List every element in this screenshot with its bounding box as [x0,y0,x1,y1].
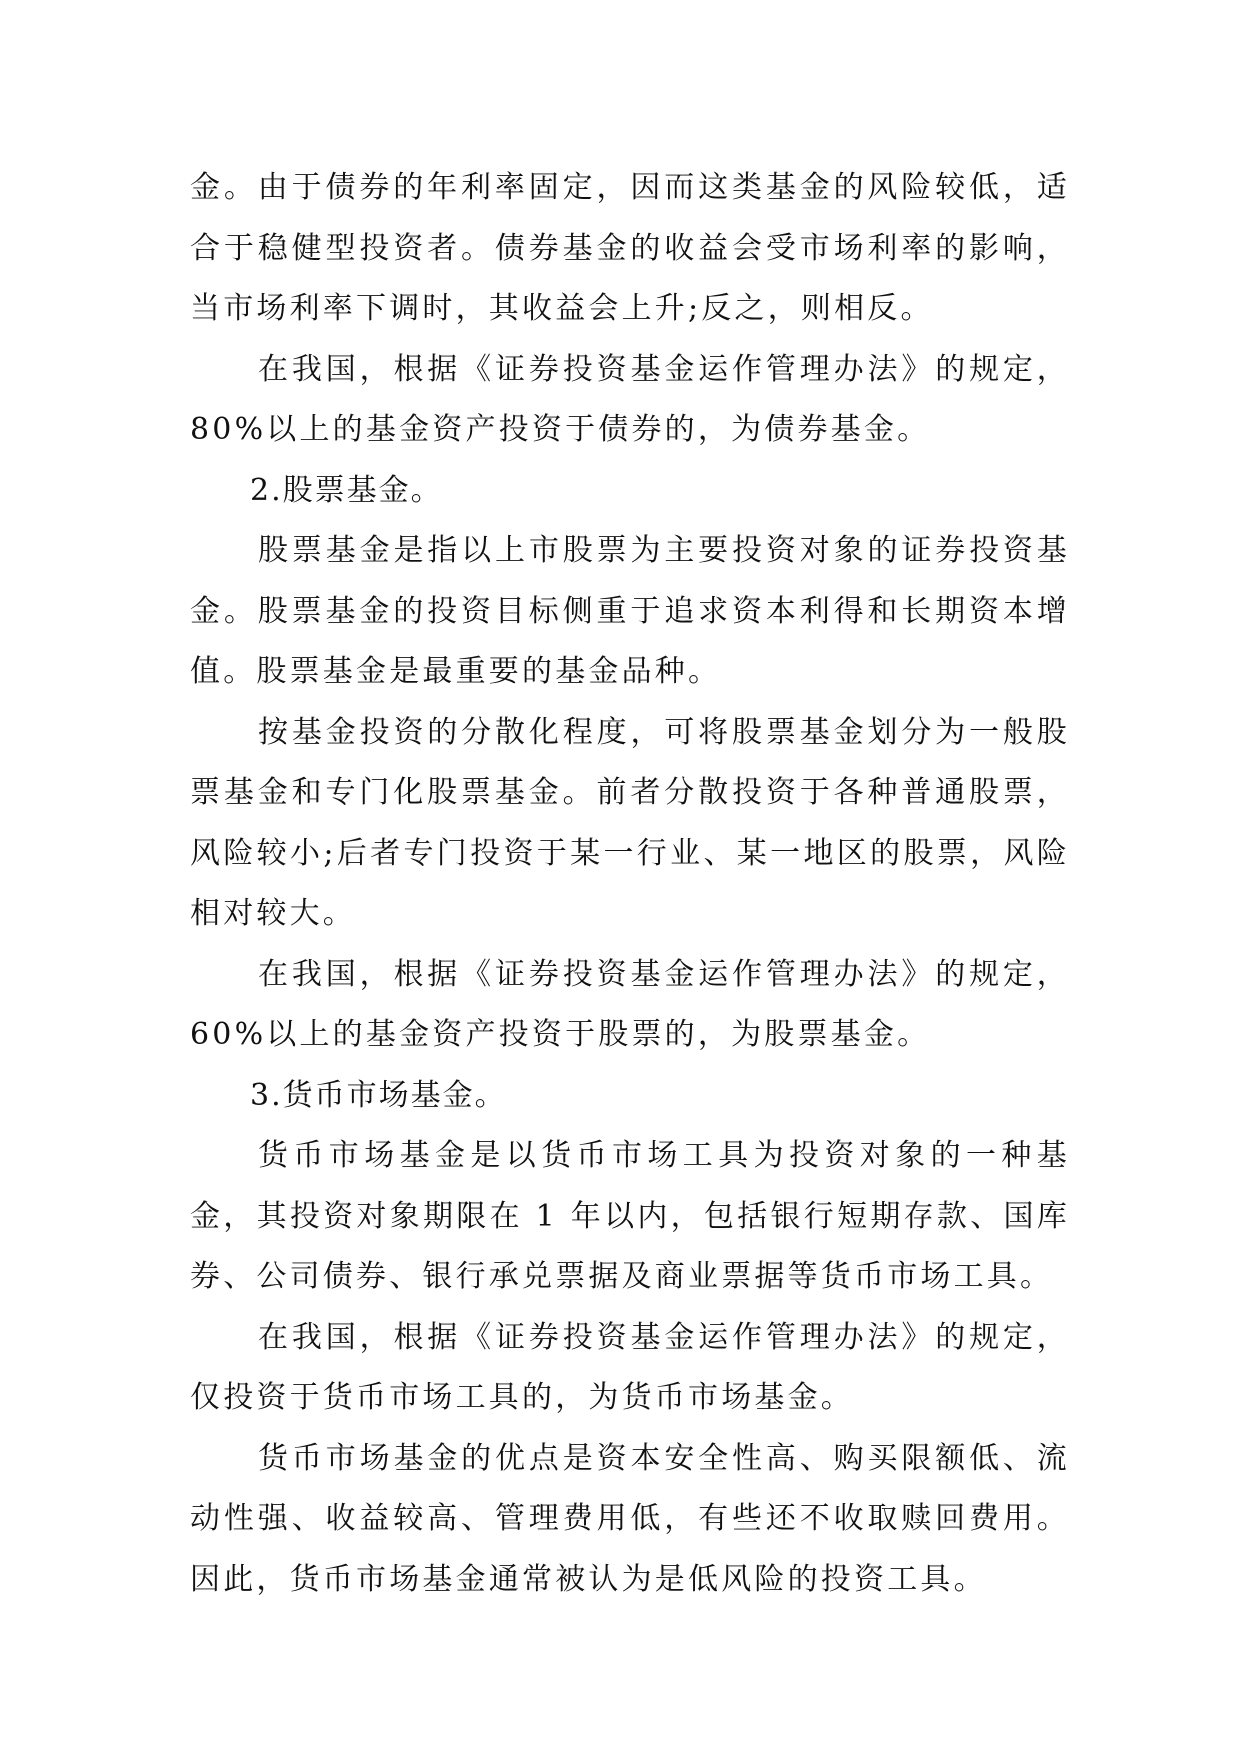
heading-stock-fund: 2.股票基金。 [250,472,443,508]
paragraph-money-market-regulation: 在我国，根据《证券投资基金运作管理办法》的规定，仅投资于货币市场工具的，为货币市场基金。 [190,1319,1070,1415]
heading-money-market-fund: 3.货币市场基金。 [250,1077,507,1113]
paragraph-money-market-advantages: 货币市场基金的优点是资本安全性高、购买限额低、流动性强、收益较高、管理费用低，有些还不收取赎回费用。因此，货币市场基金通常被认为是低风险的投资工具。 [190,1440,1070,1597]
paragraph-stock-fund-diversification: 按基金投资的分散化程度，可将股票基金划分为一般股票基金和专门化股票基金。前者分散投资于各种普通股票，风险较小;后者专门投资于某一行业、某一地区的股票，风险相对较大。 [190,714,1070,931]
paragraph-bond-fund-continued: 金。由于债券的年利率固定，因而这类基金的风险较低，适合于稳健型投资者。债券基金的收益会受市场利率的影响，当市场利率下调时，其收益会上升;反之，则相反。 [190,170,1070,326]
document-body [190,158,1070,1610]
paragraph-stock-fund-definition: 股票基金是指以上市股票为主要投资对象的证券投资基金。股票基金的投资目标侧重于追求资本利得和长期资本增值。股票基金是最重要的基金品种。 [190,533,1070,689]
paragraph-money-market-definition: 货币市场基金是以货币市场工具为投资对象的一种基金，其投资对象期限在 1 年以内，包括银行短期存款、国库券、公司债券、银行承兑票据及商业票据等货币市场工具。 [190,1138,1070,1294]
paragraph-bond-fund-regulation: 在我国，根据《证券投资基金运作管理办法》的规定，80%以上的基金资产投资于债券的，为债券基金。 [190,351,1070,447]
paragraph-stock-fund-regulation: 在我国，根据《证券投资基金运作管理办法》的规定，60%以上的基金资产投资于股票的，为股票基金。 [190,956,1070,1052]
